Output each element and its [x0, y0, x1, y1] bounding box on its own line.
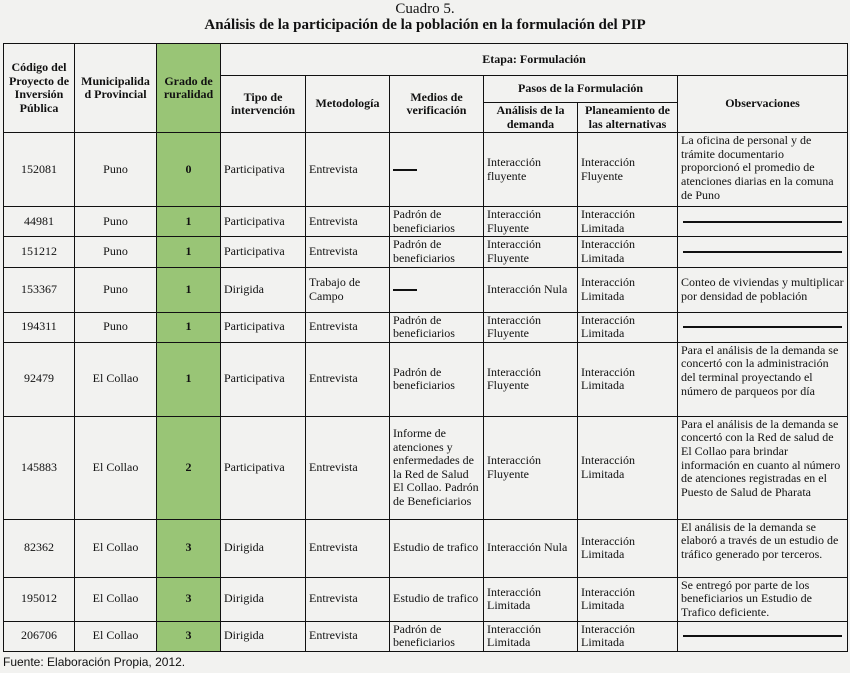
cell-planeamiento: Interacción Limitada — [578, 621, 678, 651]
table-row — [4, 621, 848, 651]
cell-codigo: 151212 — [4, 237, 75, 267]
cell-planeamiento: Interacción Limitada — [578, 312, 678, 342]
cell-planeamiento: Interacción Limitada — [578, 519, 678, 577]
cell-grado: 1 — [157, 207, 221, 237]
cell-codigo: 194311 — [4, 312, 75, 342]
header-grado: Grado de ruralidad — [157, 44, 221, 133]
cell-grado: 1 — [157, 237, 221, 267]
cell-observaciones: Para el análisis de la demanda se concertó con la administración del terminal proyectando el número de parqueos por día — [678, 342, 848, 416]
cell-municipalidad: El Collao — [75, 621, 157, 651]
cell-observaciones — [678, 312, 848, 342]
cell-codigo: 145883 — [4, 416, 75, 519]
cell-municipalidad: El Collao — [75, 577, 157, 621]
cell-planeamiento: Interacción Fluyente — [578, 133, 678, 207]
empty-dash — [393, 169, 417, 171]
cell-tipo: Participativa — [221, 342, 306, 416]
cell-observaciones: Se entregó por parte de los beneficiarios un Estudio de Trafico deficiente. — [678, 577, 848, 621]
header-analisis: Análisis de la demanda — [484, 103, 578, 133]
cell-analisis: Interacción fluyente — [484, 133, 578, 207]
cell-observaciones: Para el análisis de la demanda se concertó con la Red de salud de El Collao para brindar información en cuanto al número de atenciones registradas en el Puesto de Salud de Pharata — [678, 416, 848, 519]
cell-metodologia: Entrevista — [306, 237, 390, 267]
cell-municipalidad: El Collao — [75, 342, 157, 416]
cell-analisis: Interacción Fluyente — [484, 207, 578, 237]
header-metodologia: Metodología — [306, 76, 390, 133]
cell-medios: Estudio de trafico — [390, 577, 484, 621]
cell-codigo: 152081 — [4, 133, 75, 207]
cell-grado: 2 — [157, 416, 221, 519]
empty-line — [683, 326, 842, 328]
cell-observaciones: La oficina de personal y de trámite documentario proporcionó el promedio de atenciones diarias en la comuna de Puno — [678, 133, 848, 207]
cell-medios: Padrón de beneficiarios — [390, 207, 484, 237]
cell-metodologia: Entrevista — [306, 519, 390, 577]
cell-tipo: Participativa — [221, 207, 306, 237]
cell-grado: 1 — [157, 312, 221, 342]
table-row — [4, 207, 848, 237]
cell-tipo: Participativa — [221, 416, 306, 519]
cell-tipo: Participativa — [221, 312, 306, 342]
empty-dash — [393, 289, 417, 291]
cell-tipo: Dirigida — [221, 577, 306, 621]
cell-metodologia: Entrevista — [306, 207, 390, 237]
cell-observaciones — [678, 237, 848, 267]
cell-municipalidad: Puno — [75, 207, 157, 237]
header-tipo: Tipo de intervención — [221, 76, 306, 133]
table-row — [4, 342, 848, 416]
cell-metodologia: Trabajo de Campo — [306, 267, 390, 312]
cell-planeamiento: Interacción Limitada — [578, 207, 678, 237]
cell-grado: 0 — [157, 133, 221, 207]
participation-table — [3, 43, 848, 652]
cell-medios — [390, 133, 484, 207]
cell-municipalidad: El Collao — [75, 416, 157, 519]
cell-analisis: Interacción Fluyente — [484, 342, 578, 416]
cell-planeamiento: Interacción Limitada — [578, 237, 678, 267]
empty-line — [683, 221, 842, 223]
cell-analisis: Interacción Limitada — [484, 621, 578, 651]
cell-grado: 1 — [157, 342, 221, 416]
cell-medios: Padrón de beneficiarios — [390, 237, 484, 267]
cell-codigo: 82362 — [4, 519, 75, 577]
cell-planeamiento: Interacción Limitada — [578, 416, 678, 519]
cell-municipalidad: Puno — [75, 133, 157, 207]
cell-municipalidad: Puno — [75, 237, 157, 267]
cell-observaciones: El análisis de la demanda se elaboró a través de un estudio de tráfico generado por terceros. — [678, 519, 848, 577]
cell-observaciones — [678, 621, 848, 651]
cell-codigo: 153367 — [4, 267, 75, 312]
cell-grado: 1 — [157, 267, 221, 312]
cell-metodologia: Entrevista — [306, 621, 390, 651]
table-row — [4, 267, 848, 312]
cell-medios: Informe de atenciones y enfermedades de la Red de Salud El Collao. Padrón de Beneficiarios — [390, 416, 484, 519]
cell-tipo: Dirigida — [221, 519, 306, 577]
cell-tipo: Dirigida — [221, 621, 306, 651]
header-medios: Medios de verificación — [390, 76, 484, 133]
cell-analisis: Interacción Fluyente — [484, 416, 578, 519]
table-row — [4, 519, 848, 577]
header-planeamiento: Planeamiento de las alternativas — [578, 103, 678, 133]
table-row — [4, 577, 848, 621]
cell-municipalidad: El Collao — [75, 519, 157, 577]
empty-line — [683, 251, 842, 253]
footer-source: Fuente: Elaboración Propia, 2012. — [3, 655, 186, 669]
caption-title: Análisis de la participación de la población en la formulación del PIP — [204, 17, 646, 33]
table-row — [4, 237, 848, 267]
cell-analisis: Interacción Nula — [484, 519, 578, 577]
header-codigo: Código del Proyecto de Inversión Pública — [4, 44, 75, 133]
caption-number: Cuadro 5. — [395, 1, 455, 17]
table-row — [4, 416, 848, 519]
empty-line — [683, 635, 842, 637]
table-row — [4, 133, 848, 207]
cell-medios: Padrón de beneficiarios — [390, 312, 484, 342]
cell-tipo: Participativa — [221, 133, 306, 207]
cell-tipo: Dirigida — [221, 267, 306, 312]
cell-municipalidad: Puno — [75, 312, 157, 342]
cell-observaciones — [678, 207, 848, 237]
cell-metodologia: Entrevista — [306, 342, 390, 416]
header-etapa: Etapa: Formulación — [221, 44, 848, 76]
cell-analisis: Interacción Fluyente — [484, 312, 578, 342]
cell-codigo: 206706 — [4, 621, 75, 651]
header-observaciones: Observaciones — [678, 76, 848, 133]
cell-medios: Padrón de beneficiarios — [390, 342, 484, 416]
cell-analisis: Interacción Limitada — [484, 577, 578, 621]
cell-grado: 3 — [157, 519, 221, 577]
cell-medios: Padrón de beneficiarios — [390, 621, 484, 651]
cell-codigo: 44981 — [4, 207, 75, 237]
cell-codigo: 195012 — [4, 577, 75, 621]
cell-medios — [390, 267, 484, 312]
table-row — [4, 312, 848, 342]
cell-grado: 3 — [157, 577, 221, 621]
cell-metodologia: Entrevista — [306, 416, 390, 519]
cell-metodologia: Entrevista — [306, 312, 390, 342]
cell-planeamiento: Interacción Limitada — [578, 577, 678, 621]
cell-observaciones: Conteo de viviendas y multiplicar por densidad de población — [678, 267, 848, 312]
cell-metodologia: Entrevista — [306, 133, 390, 207]
cell-metodologia: Entrevista — [306, 577, 390, 621]
header-pasos: Pasos de la Formulación — [484, 76, 678, 103]
cell-analisis: Interacción Nula — [484, 267, 578, 312]
header-municipalidad: Municipalida d Provincial — [75, 44, 157, 133]
cell-municipalidad: Puno — [75, 267, 157, 312]
cell-analisis: Interacción Fluyente — [484, 237, 578, 267]
cell-grado: 3 — [157, 621, 221, 651]
cell-planeamiento: Interacción Limitada — [578, 342, 678, 416]
cell-tipo: Participativa — [221, 237, 306, 267]
cell-codigo: 92479 — [4, 342, 75, 416]
cell-planeamiento: Interacción Limitada — [578, 267, 678, 312]
cell-medios: Estudio de trafico — [390, 519, 484, 577]
